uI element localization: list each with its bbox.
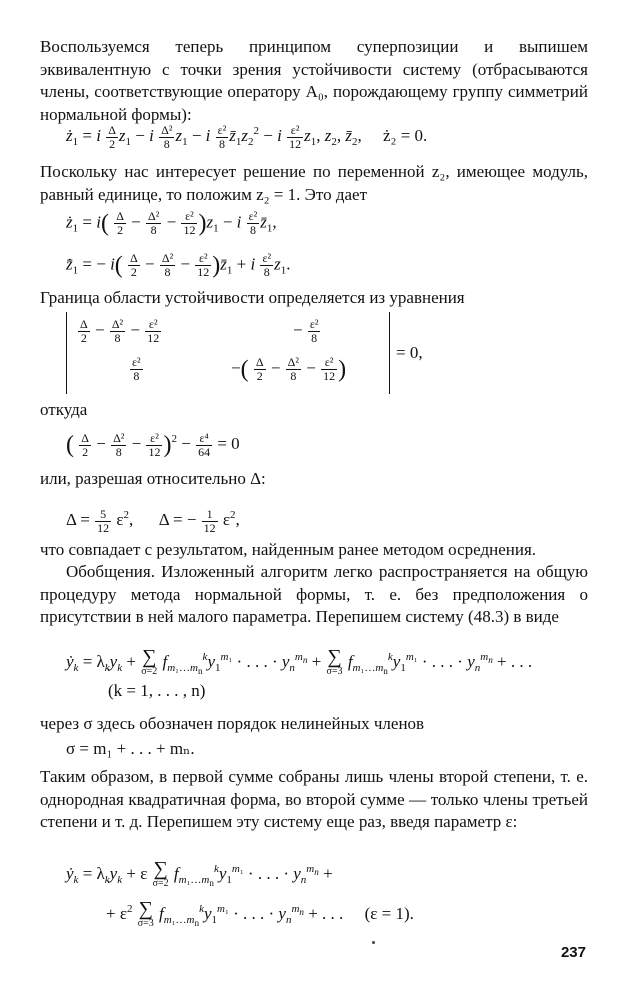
determinant-rhs: = 0, <box>396 343 423 362</box>
equation-sigma-sum: σ = m₁ + . . . + mₙ. <box>66 739 195 758</box>
paragraph-quadratic-form: Таким образом, в первой сумме собраны лишь члены второй степени, т. е. однородная квадратичная форма, во второй сумме — только члены третьей степени и т. д. Перепишем эту систему еще раз, введя параметр ε: <box>40 767 588 831</box>
equation-normal-form-general: ẏ$_k$ = $\lambda_ky_k$ + ∑ σ=2 $f_{m_1\dots m_n}^ky_1^{m_1}$ · . . . · $y_n^{m_n}$ + ∑ σ=3 $f_{m_1\dots m_n}^ky_1^{m_1}$ · . . . · $y_n^{m_n}$ + . . . <box>66 646 533 678</box>
determinant-matrix <box>66 312 390 394</box>
paragraph-superposition: Воспользуемся теперь принципом суперпозиции и выпишем эквивалентную с точки зрения устойчивости систему (отбрасываются члены, соответствующие оператору A₀, порождающему группу симметрий нормальной формы): <box>40 37 588 124</box>
paragraph-stability-boundary: Граница области устойчивости определяется из уравнения <box>40 288 465 307</box>
equation-epsilon-system-line2: + $\varepsilon^2$ ∑ σ=3 $f_{m_1\dots m_n}^ky_1^{m_1}$ · . . . · $y_n^{m_n}$ + . . . (ε = 1). <box>106 898 414 930</box>
det-cell-11: $\frac{\Delta}{2}$ − $\frac{\text{Δ²}}{8}$ − $\frac{\text{ε²}}{12}$ <box>80 317 160 345</box>
equation-k-range: (k = 1, . . . , n) <box>108 681 206 700</box>
paragraph-modulus: Поскольку нас интересует решение по переменной z₂, имеющее модуль, равный единице, то положим z₂ = 1. Это дает <box>40 162 588 204</box>
equation-z1-dot: $ż_1 = i$( $\frac{\Delta}{2}$ − $\frac{\text{Δ²}}{8}$ − $\frac{\text{ε²}}{12}$ )$z_1 - i$ $\frac{\text{ε²}}{8}$ $z̄_1$, <box>66 209 277 237</box>
equation-characteristic: ( $\frac{\Delta}{2}$ − $\frac{\text{Δ²}}{8}$ − $\frac{\text{ε²}}{12}$ )$^2$ − $\frac{\text{ε⁴}}{64}$ = 0 <box>66 430 240 459</box>
print-speck <box>372 941 375 944</box>
equation-reduced-system: $ż_1 = i$ $\frac{\Delta}{2}$ $z_1 - i$ $\frac{\text{Δ²}}{8}$ $z_1 - i$ $\frac{\text{ε²}}{8}$ $z̄_1z_2^2 - i$ $\frac{\text{ε²}}{12}$ $z_1$, $z_2$, $z̄_2$, ż₂ = 0. <box>66 122 428 151</box>
page-number: 237 <box>560 944 586 961</box>
epsilon-equals-one-note: (ε = 1). <box>364 904 414 923</box>
paragraph-whence: откуда <box>40 400 88 419</box>
paragraph-sigma-order: через σ здесь обозначен порядок нелинейных членов <box>40 714 425 733</box>
equation-z2-dot: ż₂ = 0. <box>383 126 428 145</box>
paragraph-generalizations: Обобщения. Изложенный алгоритм легко распространяется на общую процедуру метода нормальной формы, т. е. без предположения о присутствии в ней малого параметра. Перепишем систему (48.3) в виде <box>40 562 588 626</box>
det-cell-12: − $\frac{\text{ε²}}{8}$ <box>293 317 319 345</box>
paragraph-averaging: что совпадает с результатом, найденным ранее методом осреднения. <box>40 540 537 559</box>
det-cell-21: $\frac{\text{ε²}}{8}$ <box>132 355 141 383</box>
equation-epsilon-system-line1: ẏ$_k$ = $\lambda_ky_k + \varepsilon$ ∑ σ=2 $f_{m_1\dots m_n}^ky_1^{m_1}$ · . . . · $y_n^{m_n}$ + <box>66 858 333 890</box>
equation-z1-bar-dot: $z̄̇_1$ = − i( $\frac{\Delta}{2}$ − $\frac{\text{Δ²}}{8}$ − $\frac{\text{ε²}}{12}$ )$z̄_1 + i$ $\frac{\text{ε²}}{8}$ $z_1$. <box>66 251 291 279</box>
equation-roots: Δ = $\frac{5}{12}$ $\varepsilon^2$, Δ = − $\frac{1}{12}$ $\varepsilon^2$, <box>66 506 240 535</box>
paragraph-solving: или, разрешая относительно Δ: <box>40 469 266 488</box>
det-cell-22: −( $\frac{\Delta}{2}$ − $\frac{\text{Δ²}}{8}$ − $\frac{\text{ε²}}{12}$ ) <box>231 355 347 383</box>
